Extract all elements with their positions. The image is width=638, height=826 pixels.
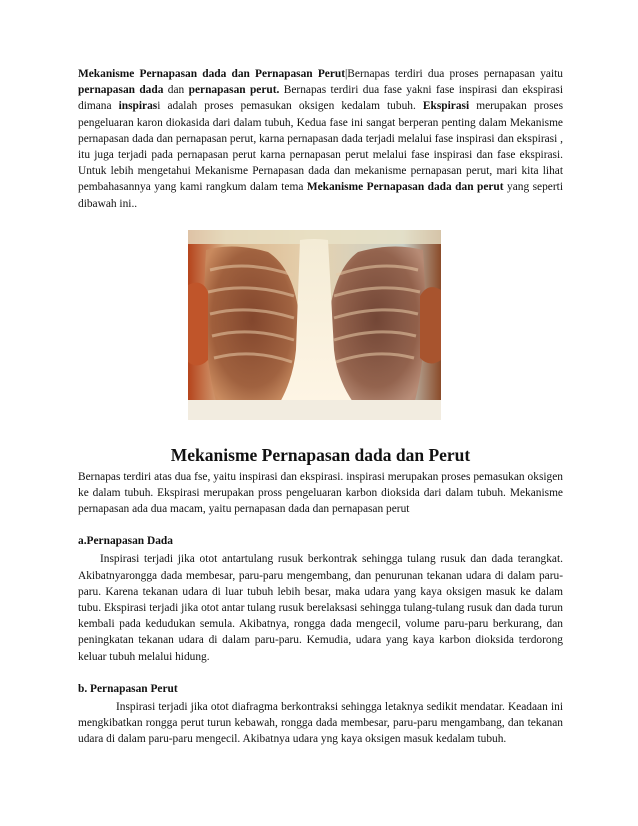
intro-title: Mekanisme Pernapasan dada dan Pernapasan Perut [78, 68, 346, 80]
intro-text-5: merupakan proses pengeluaran karon diokasida dari dalam tubuh, Kedua fase ini sangat berperan penting dalam Mekanisme pernapasan dada dan pernapasan perut, karna pernapasan dada terjadi melalui fase inspirasi dan ekspirasi , itu juga terjadi pada pernapasan perut karna pernapasan perut melalui fase inspirasi dan fase ekspirasi. Untuk lebih mengetahui Mekanisme Pernapasan dada dan mekanisme pernapasan perut, mari kita lihat pembahasannya yang kami rangkum dalam tema [78, 100, 564, 194]
dada-heading: a.Pernapasan Dada [78, 535, 173, 548]
intro-paragraph [78, 66, 563, 212]
intro-text-6: yang seperti dibawah ini.. [78, 181, 563, 210]
intro-text-2: dan [163, 84, 189, 97]
intro-bold-1: pernapasan dada [78, 84, 164, 97]
intro-bold-5: Mekanisme Pernapasan dada dan perut [306, 181, 504, 194]
chest-xray-image [188, 230, 441, 420]
intro-bold-2: pernapasan perut. [188, 84, 280, 97]
intro-bold-4: Ekspirasi [422, 100, 470, 113]
intro-text-3: Bernapas terdiri dua fase yakni fase inspirasi dan ekspirasi dimana [78, 84, 563, 113]
xray-photo [188, 230, 441, 420]
perut-paragraph: Inspirasi terjadi jika otot diafragma berkontraksi sehingga letaknya sedikit mendatar. Keadaan ini mengkibatkan rongga perut turun kebawah, rongga dada membesar, paru-paru mengambang, dan tekanan udara di dalam paru-paru mengecil. Akibatnya udara yng kaya oksigen masuk kedalam tubuh. [78, 700, 563, 746]
intro-bold-3: inspiras [118, 100, 158, 113]
summary-paragraph: Bernapas terdiri atas dua fse, yaitu inspirasi dan ekspirasi. inspirasi merupakan proses pemasukan oksigen ke dalam tubuh. Ekspirasi merupakan pross pengeluaran karbon dioksida dari dalam tubuh. Mekanisme pernapasan ada dua macam, yaitu pernapasan dada dan pernapasan perut [78, 470, 563, 516]
perut-heading: b. Pernapasan Perut [78, 682, 178, 695]
section-title: Mekanisme Pernapasan dada dan Perut [170, 444, 471, 465]
document-page [78, 66, 563, 747]
dada-paragraph: Inspirasi terjadi jika otot antartulang rusuk berkontrak sehingga tulang rusuk dan dada terangkat. Akibatnyarongga dada membesar, paru-paru mengembang, dan penurunan tekanan udara di dalam paru-paru. Karena tekanan udara di luar tubuh lebih besar, maka udara yang kaya oksigen masuk ke dalam tubu. Ekspirasi terjadi jika otot antar tulang rusuk berelaksasi sehingga tulang-tulang rusuk dan dada turun kembali pada kedudukan semula. Akibatnya, rongga dada mengecil, volume paru-paru berkurang, dan peningkatan tekanan udara di dalam paru-paru. Kemudia, udara yang kaya karbon dioksida terdorong keluar tubuh melalui hidung. [78, 553, 563, 663]
intro-text-4: i adalah proses pemasukan oksigen kedalam tubuh. [157, 100, 423, 113]
intro-text-1: |Bernapas terdiri dua proses pernapasan yaitu [345, 68, 563, 80]
